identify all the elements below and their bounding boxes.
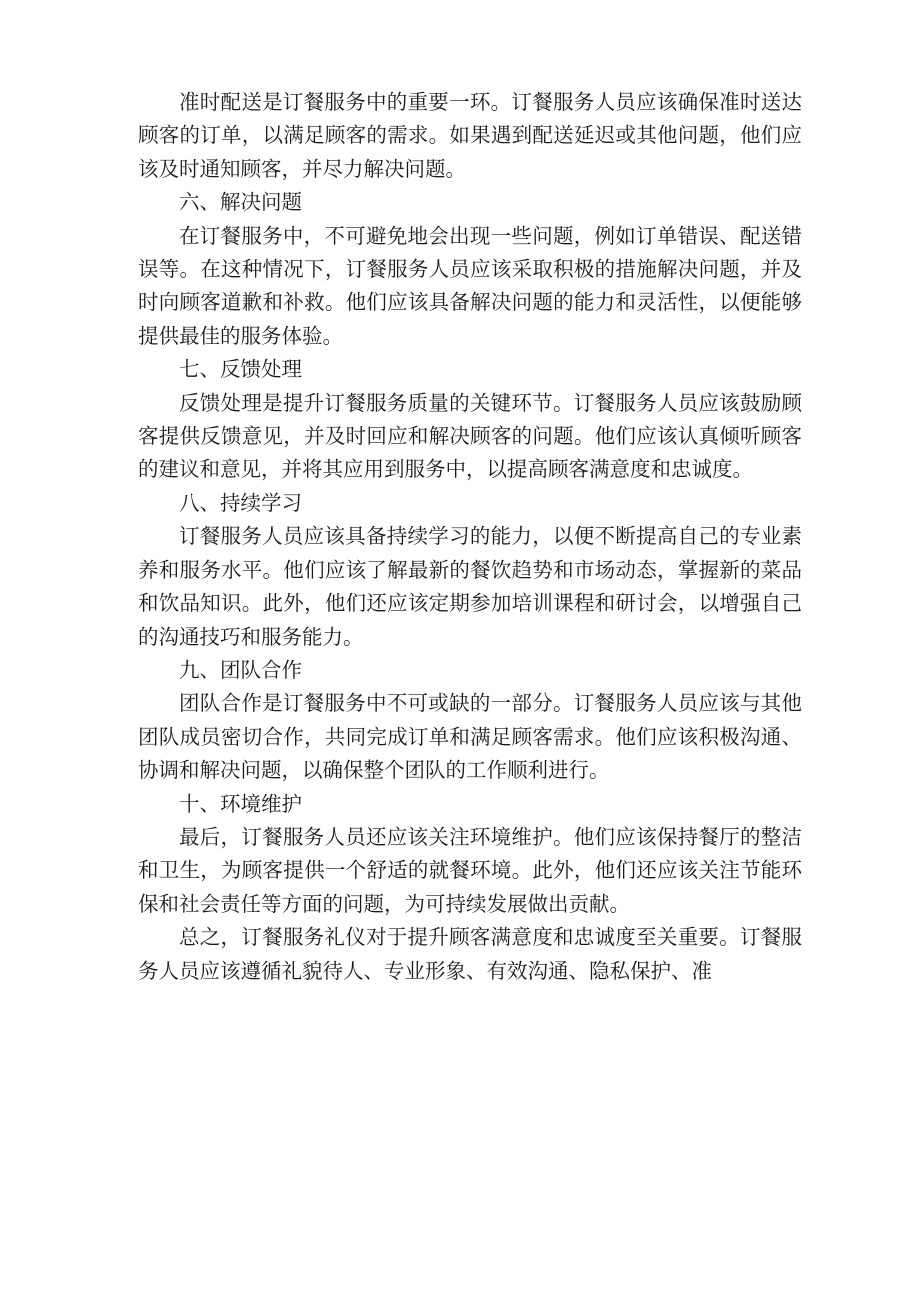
paragraph-problem-solving: 在订餐服务中，不可避免地会出现一些问题，例如订单错误、配送错误等。在这种情况下，订餐服务人员应该采取积极的措施解决问题，并及时向顾客道歉和补救。他们应该具备解决问题的能力和灵活性，以便能够提供最佳的服务体验。 [138,223,802,348]
paragraph-on-time-delivery: 准时配送是订餐服务中的重要一环。订餐服务人员应该确保准时送达顾客的订单，以满足顾客的需求。如果遇到配送延迟或其他问题，他们应该及时通知顾客，并尽力解决问题。 [138,90,802,181]
section-heading-problem-solving: 六、解决问题 [179,190,302,215]
section-heading-continuous-learning: 八、持续学习 [179,490,302,515]
paragraph-environment: 最后，订餐服务人员还应该关注环境维护。他们应该保持餐厅的整洁和卫生，为顾客提供一个舒适的就餐环境。此外，他们还应该关注节能环保和社会责任等方面的问题，为可持续发展做出贡献。 [138,824,802,916]
paragraph-continuous-learning: 订餐服务人员应该具备持续学习的能力，以便不断提高自己的专业素养和服务水平。他们应该了解最新的餐饮趋势和市场动态，掌握新的菜品和饮品知识。此外，他们还应该定期参加培训课程和研讨会，以增强自己的沟通技巧和服务能力。 [138,524,802,649]
section-heading-environment: 十、环境维护 [179,791,302,816]
paragraph-feedback: 反馈处理是提升订餐服务质量的关键环节。订餐服务人员应该鼓励顾客提供反馈意见，并及时回应和解决顾客的问题。他们应该认真倾听顾客的建议和意见，并将其应用到服务中，以提高顾客满意度和忠诚度。 [138,390,802,482]
document-body [138,86,802,988]
paragraph-conclusion: 总之，订餐服务礼仪对于提升顾客满意度和忠诚度至关重要。订餐服务人员应该遵循礼貌待人、专业形象、有效沟通、隐私保护、准 [138,925,802,983]
paragraph-teamwork: 团队合作是订餐服务中不可或缺的一部分。订餐服务人员应该与其他团队成员密切合作，共同完成订单和满足顾客需求。他们应该积极沟通、协调和解决问题，以确保整个团队的工作顺利进行。 [138,691,802,783]
section-heading-feedback: 七、反馈处理 [179,357,302,382]
section-heading-teamwork: 九、团队合作 [179,657,302,682]
